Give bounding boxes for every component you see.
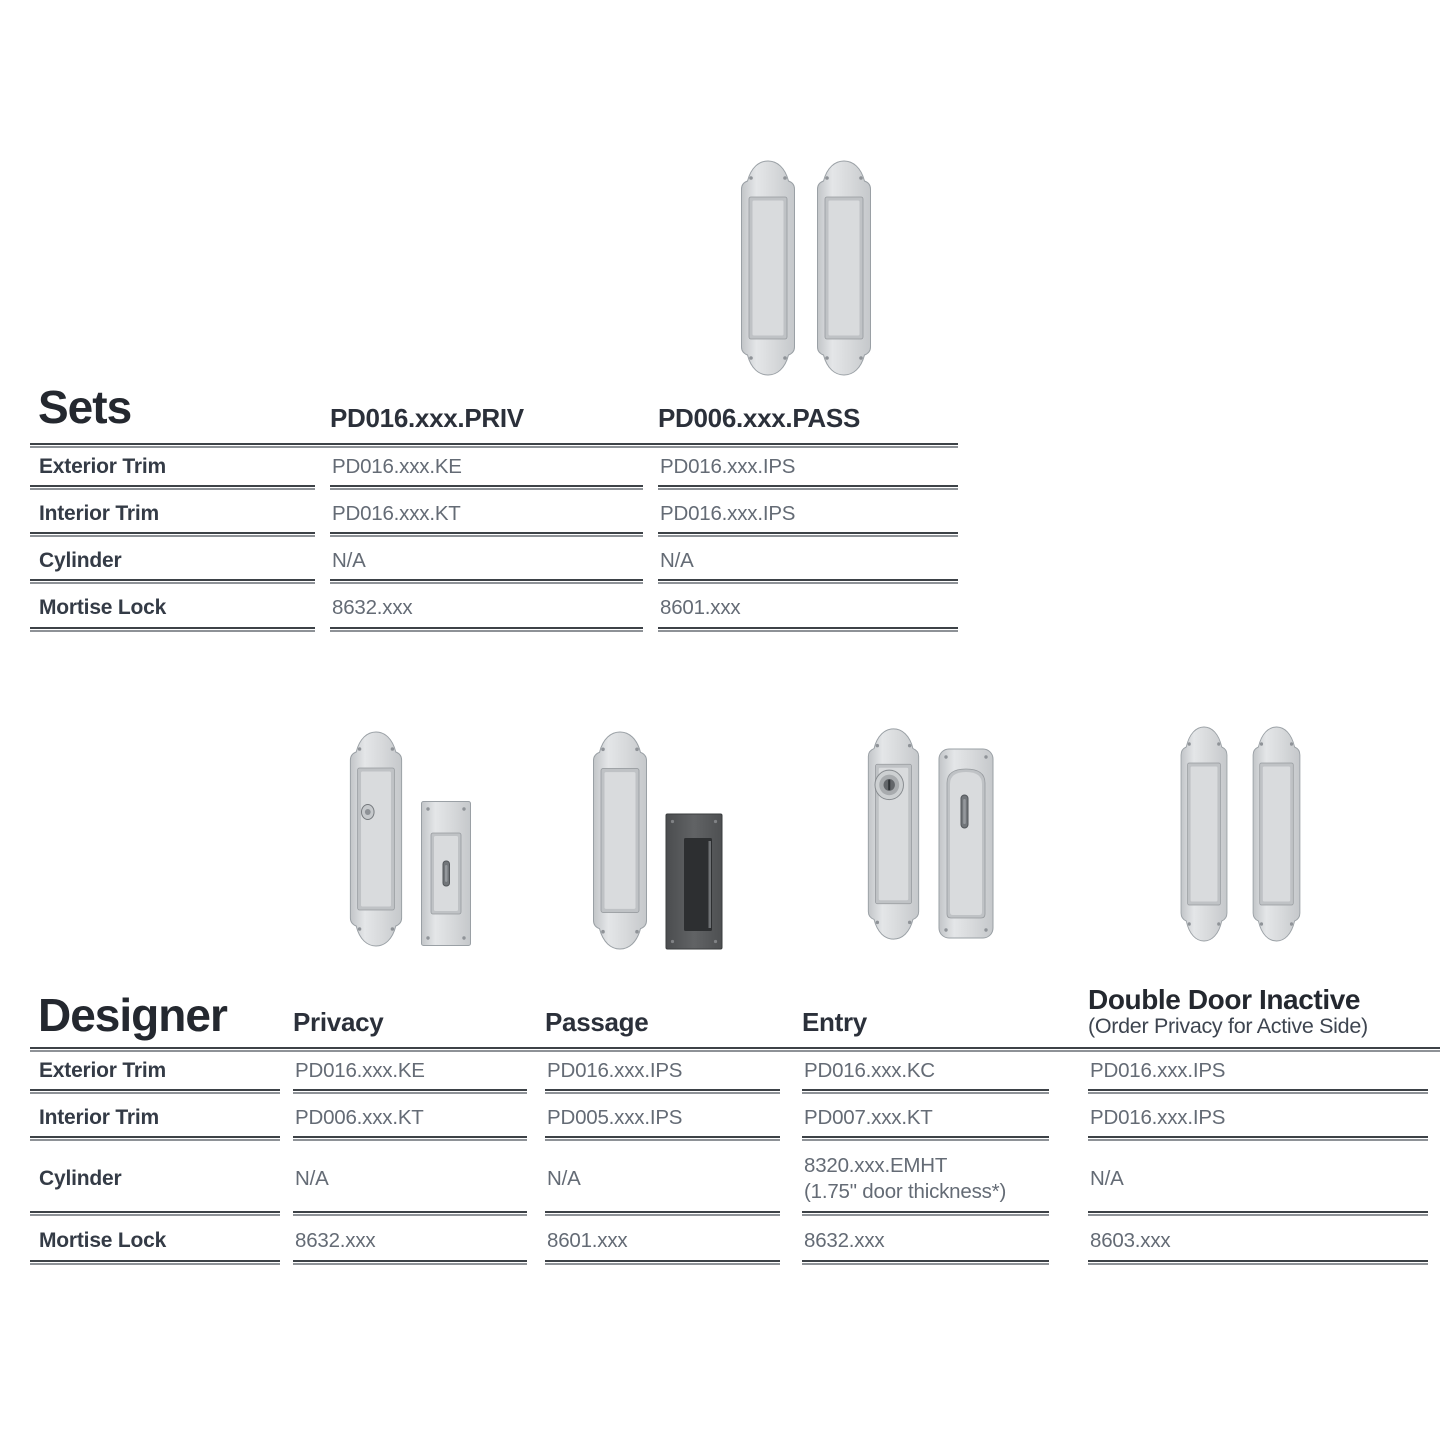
sets-column-header: PD006.xxx.PASS — [658, 402, 860, 433]
sets-column-pass — [658, 388, 958, 632]
table-cell: 8601.xxx — [545, 1216, 780, 1265]
column-header-entry: Entry — [802, 1006, 867, 1037]
table-cell: 8632.xxx — [330, 584, 643, 632]
designer-label-column — [30, 980, 280, 1265]
column-header-double-door — [1088, 980, 1428, 1047]
sets-column-priv — [330, 388, 643, 632]
table-cell: 8603.xxx — [1088, 1216, 1428, 1265]
sets-title-cell — [30, 381, 315, 443]
table-cell: PD016.xxx.IPS — [658, 490, 958, 537]
table-cell: PD016.xxx.KE — [293, 1047, 527, 1094]
table-cell: PD016.xxx.KE — [330, 443, 643, 490]
privacy-exterior-plate — [347, 728, 405, 950]
double-door-title: Double Door Inactive — [1088, 983, 1361, 1015]
table-cell: PD016.xxx.IPS — [1088, 1047, 1428, 1094]
sets-table-title: Sets — [38, 381, 132, 433]
privacy-interior-key-plate — [420, 800, 472, 947]
row-label-exterior-trim: Exterior Trim — [30, 443, 315, 490]
sets-label-column — [30, 381, 315, 632]
double-door-plate-left — [1178, 723, 1230, 945]
table-cell: PD016.xxx.IPS — [658, 443, 958, 490]
table-cell: 8632.xxx — [293, 1216, 527, 1265]
row-label-interior-trim: Interior Trim — [30, 1094, 280, 1141]
table-cell: N/A — [330, 537, 643, 584]
entry-interior-thumbturn-plate — [937, 747, 995, 940]
table-cell: PD006.xxx.KT — [293, 1094, 527, 1141]
designer-column-entry — [802, 980, 1049, 1265]
row-label-cylinder: Cylinder — [30, 537, 315, 584]
designer-column-double-door — [1088, 980, 1428, 1265]
table-cell: N/A — [293, 1141, 527, 1216]
column-header-passage: Passage — [545, 1006, 649, 1037]
double-door-subtitle: (Order Privacy for Active Side) — [1088, 1014, 1368, 1039]
table-cell: N/A — [545, 1141, 780, 1216]
table-cell: N/A — [658, 537, 958, 584]
table-cell: PD016.xxx.IPS — [1088, 1094, 1428, 1141]
designer-column-privacy — [293, 980, 527, 1265]
designer-column-passage — [545, 980, 780, 1265]
passage-interior-dark-flush-pull — [665, 813, 723, 950]
table-cell-cylinder-entry: 8320.xxx.EMHT (1.75" door thickness*) — [802, 1141, 1049, 1216]
designer-table — [30, 980, 1440, 1275]
entry-exterior-cylinder-plate — [865, 725, 922, 943]
sets-column-header: PD016.xxx.PRIV — [330, 402, 524, 433]
row-label-interior-trim: Interior Trim — [30, 490, 315, 537]
row-label-exterior-trim: Exterior Trim — [30, 1047, 280, 1094]
pocket-door-pull-plate-right — [814, 157, 874, 379]
pocket-door-pull-plate-left — [738, 157, 798, 379]
row-label-cylinder: Cylinder — [30, 1141, 280, 1216]
table-cell: PD016.xxx.IPS — [545, 1047, 780, 1094]
table-cell: N/A — [1088, 1141, 1428, 1216]
table-cell: PD005.xxx.IPS — [545, 1094, 780, 1141]
sets-table — [30, 381, 958, 638]
column-header-privacy: Privacy — [293, 1006, 384, 1037]
row-label-mortise-lock: Mortise Lock — [30, 1216, 280, 1265]
double-door-plate-right — [1250, 723, 1303, 945]
row-label-mortise-lock: Mortise Lock — [30, 584, 315, 632]
table-cell: PD016.xxx.KT — [330, 490, 643, 537]
designer-title-cell — [30, 980, 280, 1047]
table-cell: 8601.xxx — [658, 584, 958, 632]
table-cell: PD016.xxx.KC — [802, 1047, 1049, 1094]
passage-exterior-plate — [590, 728, 650, 953]
table-cell: PD007.xxx.KT — [802, 1094, 1049, 1141]
table-cell: 8632.xxx — [802, 1216, 1049, 1265]
designer-table-title: Designer — [38, 989, 227, 1041]
